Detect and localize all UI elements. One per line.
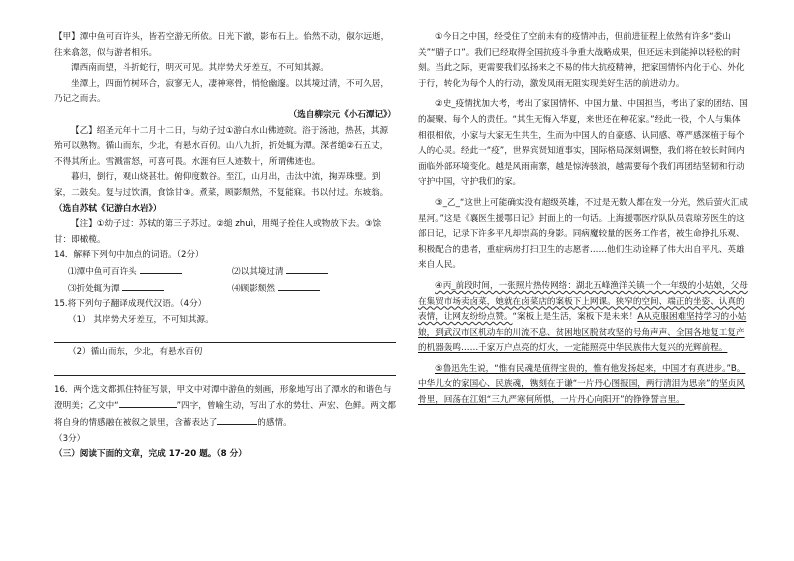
q15-answer-line-1[interactable]	[54, 328, 396, 343]
article-para-2: ②史_疫情扰加大考，考出了家国情怀、中国力量、中国担当，考出了家的团结、国的凝聚、每个人的责任。“其生无悔入华夏，来世还在种花家。”经此一役，个人与集体相很相依，小家与大家无生共生，生而为中国人的自豪感、认同感、尊严感深植于每个人的心灵。经此一“疫”，世界宾贤知道事实，国际格局深刻调整，我们将在较长时间内面临外部环境变化。越是风雨南寨，越是惊涛骇浪，越需要每个我们再团结坚韧和行动守护中国，守护我们的家。	[418, 99, 748, 188]
q16-text-part-3: 的感情。	[257, 418, 292, 429]
right-column	[418, 30, 748, 409]
article-para-5-underlined-2: B。中华儿女的家国心、民族魂，镌刻在于谦“一片丹心图报国，两行清泪为思亲”的坚贞风骨里，回荡在江姐“三九严寒何所惧，一片丹心向阳开”的铮铮誓言里。	[418, 363, 746, 406]
question-14-row-2	[54, 281, 396, 298]
passage-jia-para-2: 潭西南而望，斗折蛇行，明灭可见。其岸势犬牙差互，不可知其源。	[71, 63, 329, 74]
article-para-4-underlined-1: ④丙_前段时间，一张照片热传网络：湖北五峰渔洋关镇一个一年级的小姑娘，父母在集贸市场卖卤菜，她就在卤菜店的案板下上网课。狭窄的空间、端正的坐姿、认真的表情，让网友纷纷点赞。	[418, 280, 748, 323]
q15-sentence-1: （1） 其岸势犬牙差互，不可知其源。	[68, 314, 214, 325]
passage-jia-para-3: 坐潭上，四面竹树环合，寂寥无人，凄神寒骨，悄怆幽邃。以其境过清，不可久居，乃记之而去。	[54, 78, 389, 105]
question-15: 15.将下列句子翻译成现代汉语。（4分）	[54, 299, 207, 310]
article-para-3-marker: ③_乙_	[435, 197, 460, 208]
question-14: 14．解释下列句中加点的词语。（2分）	[54, 250, 204, 261]
q16-text-part-2: ”四字，曾喻生动，写出了水的势壮、声宏、色鲜。两文都将自身的情感融在被叙之景里，含蓄表达了	[54, 401, 396, 429]
passage-jia-para-1: 【甲】潭中鱼可百许头，皆若空游无所依。日光下澈，影布石上。佁然不动，俶尔远逝，往来翕忽，似与游者相乐。	[54, 32, 390, 58]
q16-score: （3分）	[54, 433, 86, 444]
question-16	[54, 383, 396, 432]
q14-item-1: ⑴潭中鱼可百许头	[68, 266, 137, 277]
q15-sentence-2: （2）循山而东，少北，有悬水百仞	[68, 347, 203, 358]
article-para-4-underlined-2: A从克服困难坚持学习的小姑娘，到武汉市区机动车的川流不息、贫困地区脱贫攻坚的号角声声、全国各地复工复产的机器轰鸣……千家万户点亮的灯火，一定能照亮中华民族伟大复兴的光辉前程。	[418, 312, 747, 354]
q14-answer-blank-1[interactable]	[140, 264, 182, 274]
q16-text-part-1: 16．两个选文都抓住特征写景，甲文中对潭中游鱼的刻画，形象地写出了潭水的和谐色与澄明美；乙文中“	[54, 384, 392, 412]
q16-answer-blank-2[interactable]	[217, 415, 257, 425]
q14-item-2: ⑵以其境过清	[232, 266, 284, 277]
q14-item-4: ⑷顾影颓然	[232, 283, 275, 294]
question-14-row-1	[54, 264, 396, 281]
passage-yi-para-1: 【乙】绍圣元年十二月十二日，与幼子过①游白水山佛迹院。浴于汤池，热甚，其源殆可以熟物。循山而东，少北，有悬水百仞。山八九折，折处辄为潭。深者缒②石五丈，不得其所止。雪溅雷怒，可喜可畏。水涯有巨人迹数十，所谓佛迹也。	[54, 125, 389, 167]
article-para-3-text: “这世上可能确实没有超级英雄，不过是无数人都在发一分光，然后萤火汇成星河。”这是《襄医生援鄂日记》封面上的一句话。上海援鄂医疗队队员袁琼芳医生的这部日记，记录下许多平凡却崇高的身影。同病魔较量的医务工作者，被生命挣扎乐观、积极配合的患者，重症病房打扫卫生的志愿者……他们生动诠释了伟大出自平凡、英雄来自人民。	[418, 197, 748, 271]
article-para-1: ①今日之中国，经受住了空前未有的疫情冲击，但前进征程上依然有许多“娄山关”“腊子口”。我们已经取得全国抗疫斗争重大战略成果，但还远未到能掉以轻松的时刻。当此之际，更需要我们弘扬来之不易的伟大抗疫精神，把家国情怀内化于心、外化于行，转化为每个人的行动，激发凤雨无阻实现美好生活的前进动力。	[418, 32, 745, 89]
passage-jia-source: （选自柳宗元《小石潭记》）	[288, 109, 396, 120]
article-para-4	[418, 279, 748, 357]
article-para-5	[418, 362, 748, 409]
q14-answer-blank-4[interactable]	[278, 281, 320, 291]
q16-answer-blank-1[interactable]	[119, 398, 177, 408]
annotation-note: 【注】①幼子过：苏轼的第三子苏过。②缒 zhuì，用绳子拴住人或物放下去。③馀甘：即橄榄。	[54, 219, 382, 245]
article-para-5-underlined-1: ⑤鲁迅先生说，“惟有民魂是值得宝贵的，惟有他发扬起来，中国才有真进步。”	[435, 363, 731, 374]
q14-answer-blank-2[interactable]	[286, 264, 328, 274]
passage-yi-source: （选自苏轼《记游白水岩》）	[54, 203, 162, 214]
article-para-4-quote: “案板上是生活，案板下是未来！	[512, 312, 638, 323]
q15-answer-line-2[interactable]	[54, 361, 396, 376]
passage-yi-para-2: 暮归，倒行，观山烧甚壮。俯仰度数谷。至江，山月出，击汰中流，掬弄珠璧。到家，二鼓矣。复与过饮酒，食馀甘③。煮菜，顾影颓然，不复能寐。书以付过。东坡翁。	[54, 172, 389, 198]
left-column	[54, 30, 396, 463]
article-para-3	[418, 196, 748, 274]
q14-answer-blank-3[interactable]	[122, 281, 164, 291]
section-3-heading: （三）阅读下面的文章，完成 17-20 题。（8 分）	[54, 449, 247, 460]
q14-item-3: ⑶折处辄为潭	[68, 283, 120, 294]
